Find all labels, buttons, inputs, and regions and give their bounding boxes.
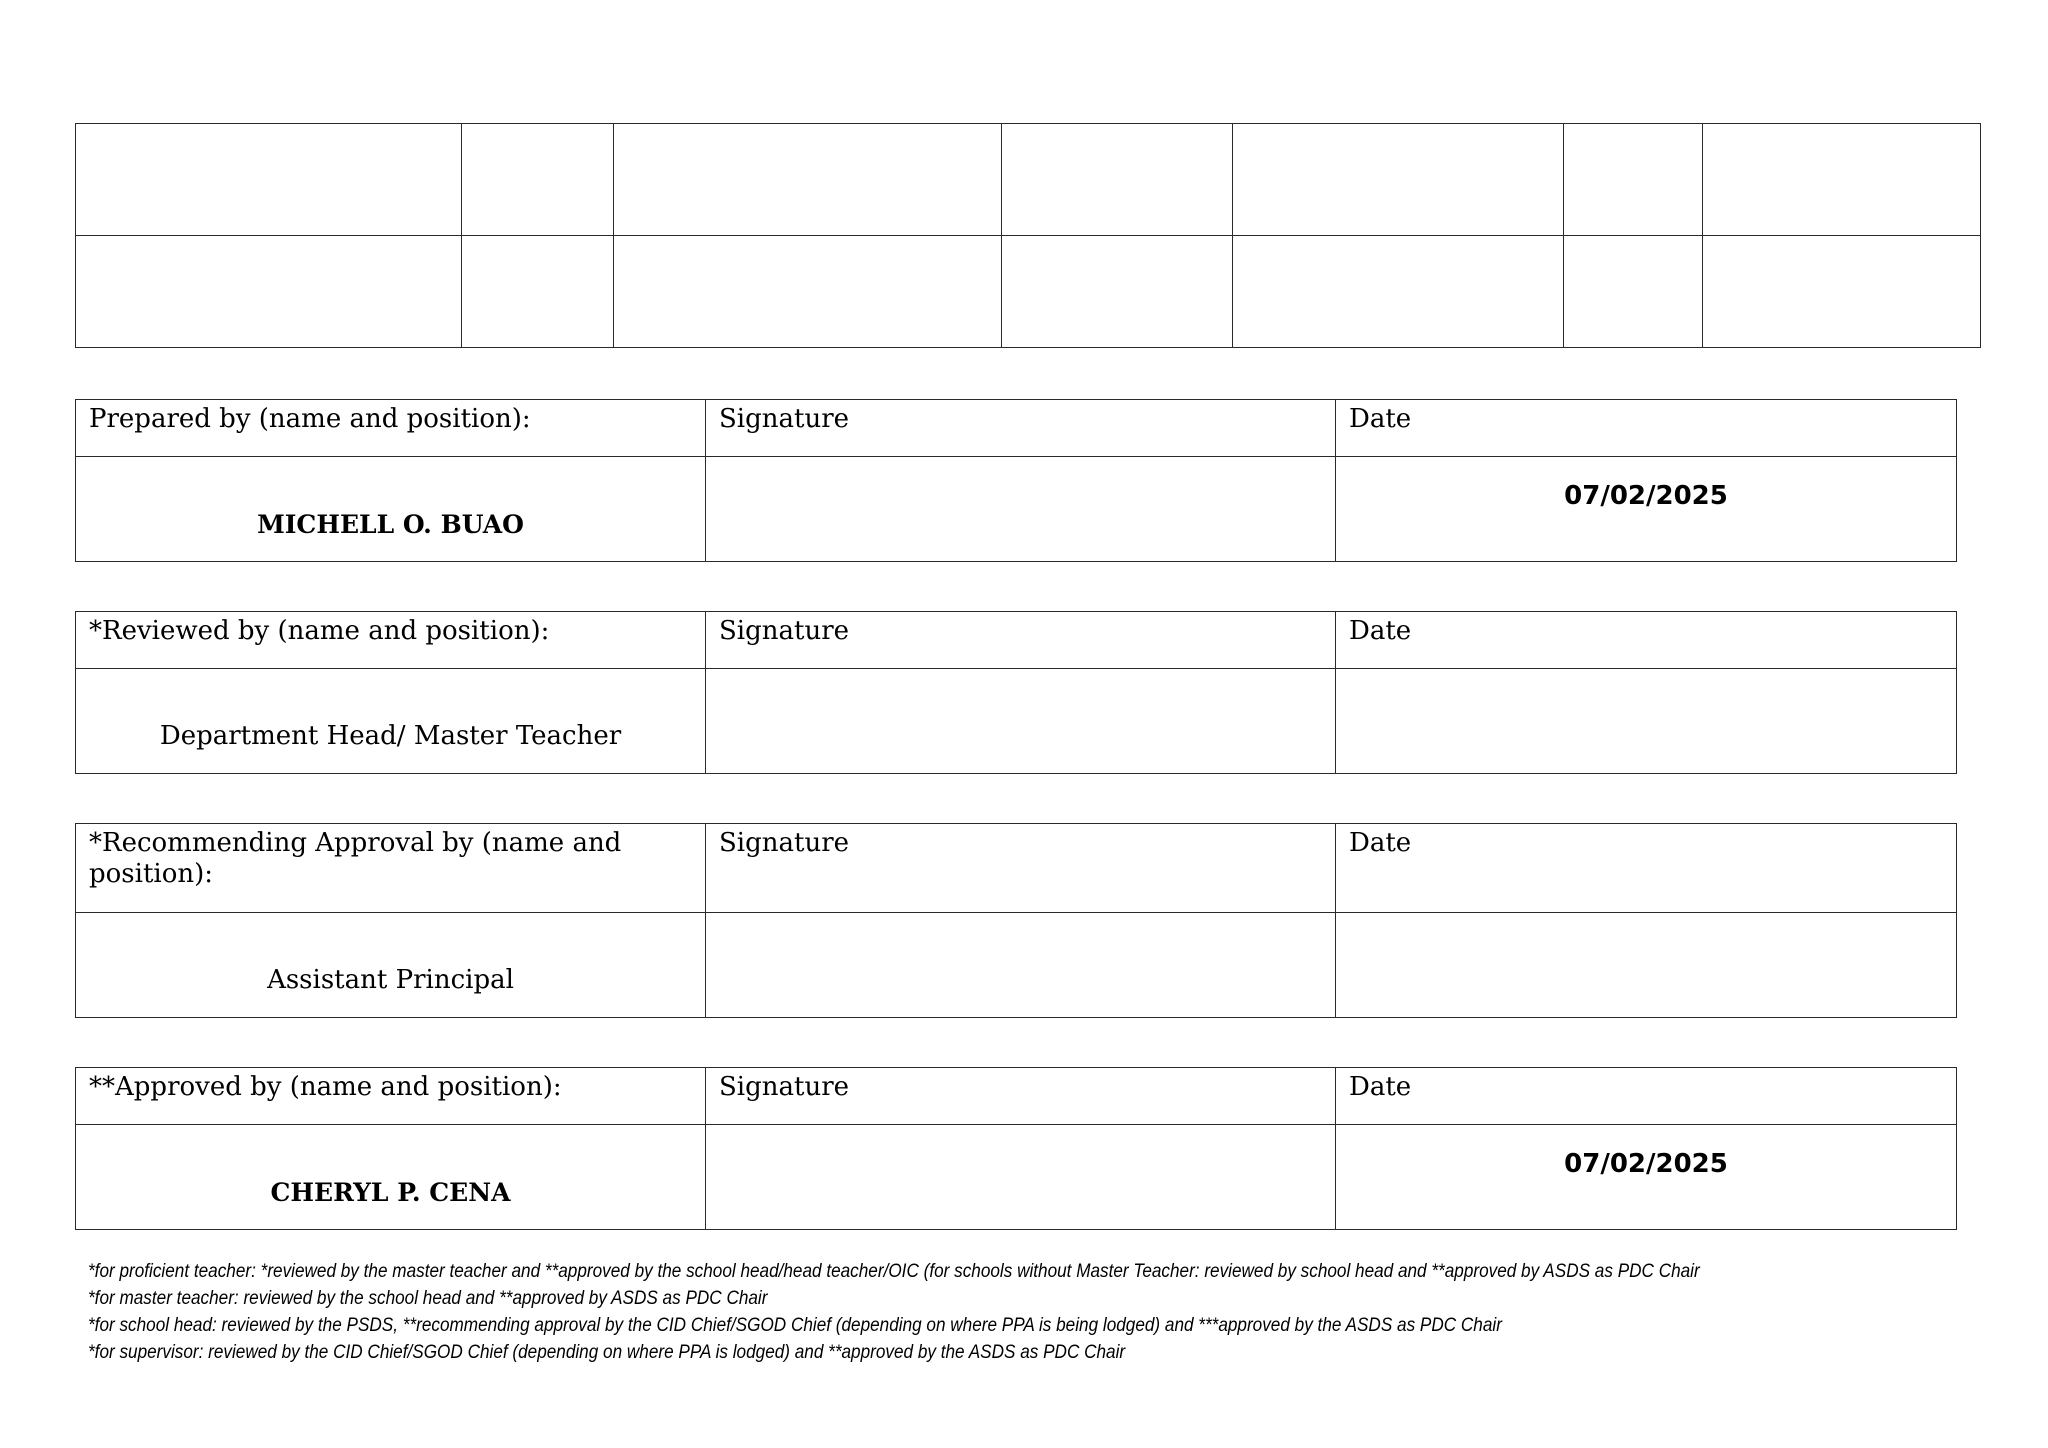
reviewed-by-table [75, 611, 1957, 774]
recommending-signature-header: Signature [706, 824, 1336, 913]
blank-cell [76, 124, 462, 236]
prepared-name: MICHELL O. BUAO [257, 510, 524, 539]
reviewed-signature-header: Signature [706, 612, 1336, 669]
reviewed-name: Department Head/ Master Teacher [159, 721, 622, 751]
recommending-signature-field[interactable] [706, 913, 1336, 1018]
prepared-date-header: Date [1336, 400, 1957, 457]
recommending-name: Assistant Principal [267, 965, 514, 995]
blank-cell [1703, 236, 1981, 348]
blank-table-row [76, 236, 1981, 348]
prepared-role-header: Prepared by (name and position): [76, 400, 706, 457]
blank-cell [1703, 124, 1981, 236]
reviewed-header-row [76, 612, 1957, 669]
reviewed-signature-field[interactable] [706, 669, 1336, 774]
approved-name-cell [76, 1125, 706, 1230]
reviewed-date-header: Date [1336, 612, 1957, 669]
prepared-name-cell [76, 457, 706, 562]
reviewed-role-header: *Reviewed by (name and position): [76, 612, 706, 669]
approved-signature-field[interactable] [706, 1125, 1336, 1230]
prepared-value-row [76, 457, 1957, 562]
approved-signature-header: Signature [706, 1068, 1336, 1125]
reviewed-value-row [76, 669, 1957, 774]
approved-date: 07/02/2025 [1564, 1149, 1728, 1179]
recommending-date-cell[interactable] [1336, 913, 1957, 1018]
recommending-name-cell [76, 913, 706, 1018]
blank-cell [1002, 236, 1233, 348]
blank-cell [1233, 236, 1564, 348]
blank-cell [1233, 124, 1564, 236]
approved-date-cell [1336, 1125, 1957, 1230]
approved-name: CHERYL P. CENA [270, 1178, 511, 1207]
recommending-header-row [76, 824, 1957, 913]
approved-value-row [76, 1125, 1957, 1230]
blank-cell [614, 236, 1002, 348]
blank-grid-table [75, 123, 1981, 348]
recommending-date-header: Date [1336, 824, 1957, 913]
footnote-line: *for master teacher: reviewed by the school head and **approved by ASDS as PDC Chair [88, 1287, 768, 1309]
blank-cell [462, 236, 614, 348]
prepared-header-row [76, 400, 1957, 457]
recommending-approval-table [75, 823, 1957, 1018]
footnote-line: *for proficient teacher: *reviewed by the master teacher and **approved by the school head/head teacher/OIC (for schools without Master Teacher: reviewed by school head and **approved by ASDS as PDC Chair [88, 1260, 1700, 1282]
reviewed-name-cell [76, 669, 706, 774]
blank-cell [1564, 236, 1703, 348]
prepared-date: 07/02/2025 [1564, 481, 1728, 511]
footnote-line: *for school head: reviewed by the PSDS, **recommending approval by the CID Chief/SGOD Chief (depending on where PPA is being lodged) and ***approved by the ASDS as PDC Chair [88, 1314, 1502, 1336]
blank-cell [1564, 124, 1703, 236]
blank-cell [614, 124, 1002, 236]
approved-role-header: **Approved by (name and position): [76, 1068, 706, 1125]
blank-cell [1002, 124, 1233, 236]
blank-cell [76, 236, 462, 348]
footnotes [88, 1258, 1700, 1366]
footnote-line: *for supervisor: reviewed by the CID Chief/SGOD Chief (depending on where PPA is lodged) and **approved by the ASDS as PDC Chair [88, 1341, 1126, 1363]
recommending-role-header: *Recommending Approval by (name and position): [76, 824, 706, 913]
approved-date-header: Date [1336, 1068, 1957, 1125]
prepared-by-table [75, 399, 1957, 562]
blank-cell [462, 124, 614, 236]
prepared-date-cell [1336, 457, 1957, 562]
approved-header-row [76, 1068, 1957, 1125]
reviewed-date-cell[interactable] [1336, 669, 1957, 774]
blank-table-row [76, 124, 1981, 236]
prepared-signature-field[interactable] [706, 457, 1336, 562]
recommending-value-row [76, 913, 1957, 1018]
prepared-signature-header: Signature [706, 400, 1336, 457]
approved-by-table [75, 1067, 1957, 1230]
